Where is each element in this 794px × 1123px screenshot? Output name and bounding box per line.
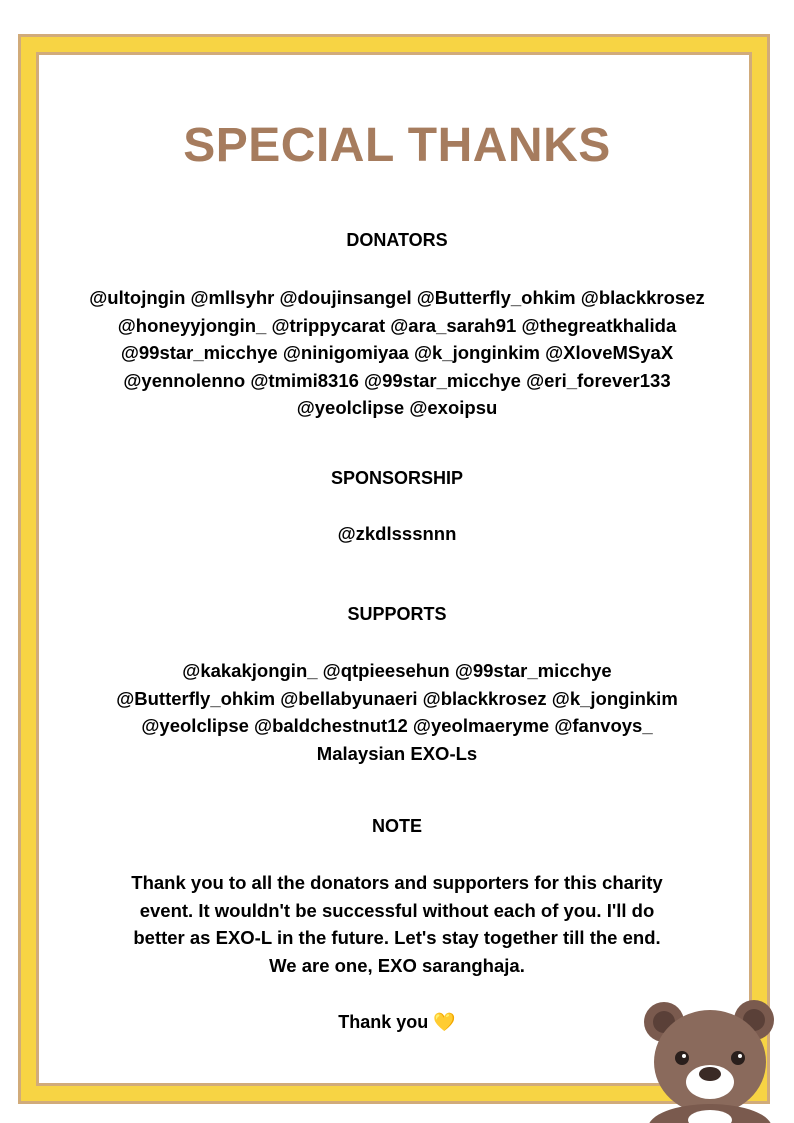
donators-line: @99star_micchye @ninigomiyaa @k_jonginkim @XloveMSyaX xyxy=(120,342,674,363)
supports-list xyxy=(60,657,734,767)
note-line: Thank you to all the donators and supporters for this charity xyxy=(131,872,663,893)
closing-text: Thank you xyxy=(338,1012,429,1032)
note-text xyxy=(60,869,734,979)
sponsorship-list xyxy=(60,520,734,548)
note-line: We are one, EXO saranghaja. xyxy=(269,954,525,976)
sponsorship-heading: SPONSORSHIP xyxy=(330,468,464,488)
donators-line: @honeyyjongin_ @trippycarat @ara_sarah91 @thegreatkhalida xyxy=(117,314,677,336)
supports-line: Malaysian EXO-Ls xyxy=(316,742,478,764)
sponsorship-line: @zkdlsssnnn xyxy=(337,523,457,544)
note-line: better as EXO-L in the future. Let's stay together till the end. xyxy=(133,927,661,948)
supports-line: @kakakjongin_ @qtpieesehun @99star_micchye xyxy=(182,660,612,681)
note-line: event. It wouldn't be successful without each of you. I'll do xyxy=(139,899,655,921)
note-heading: NOTE xyxy=(371,816,422,836)
donators-heading: DONATORS xyxy=(346,230,448,250)
supports-heading: SUPPORTS xyxy=(347,604,447,624)
donators-line: @ultojngin @mllsyhr @doujinsangel @Butterfly_ohkim @blackkrosez xyxy=(89,287,705,308)
donators-line: @yeolclipse @exoipsu xyxy=(296,397,498,418)
teddy-bear-icon xyxy=(636,996,794,1123)
yellow-heart-icon: 💛 xyxy=(433,1012,456,1032)
donators-list xyxy=(60,284,734,422)
donators-line: @yennolenno @tmimi8316 @99star_micchye @eri_forever133 xyxy=(123,369,671,391)
supports-line: @yeolclipse @baldchestnut12 @yeolmaeryme @fanvoys_ xyxy=(141,715,653,736)
supports-line: @Butterfly_ohkim @bellabyunaeri @blackkrosez @k_jonginkim xyxy=(116,687,678,709)
page-title: SPECIAL THANKS xyxy=(183,119,611,172)
